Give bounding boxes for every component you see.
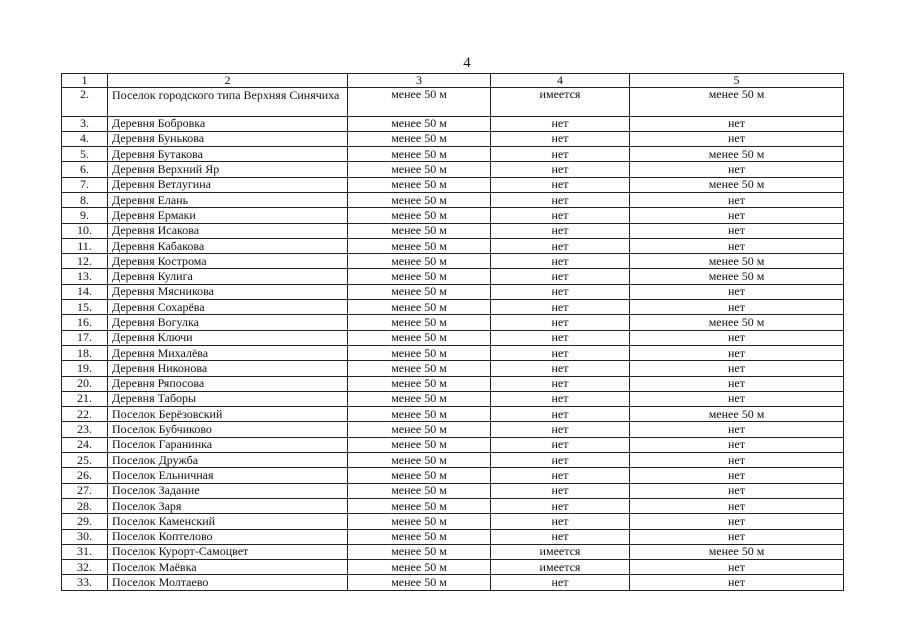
availability-value-cell: нет — [491, 300, 630, 315]
settlement-name-cell: Деревня Михалёва — [108, 345, 348, 360]
distance-value-cell: менее 50 м — [348, 361, 491, 376]
column-header-1: 1 — [62, 74, 108, 88]
table-row — [62, 87, 844, 116]
table-row — [62, 407, 844, 422]
settlement-name-cell: Деревня Ермаки — [108, 208, 348, 223]
availability-value-cell: нет — [491, 162, 630, 177]
secondary-distance-value-cell: менее 50 м — [630, 315, 844, 330]
settlement-name-cell: Деревня Никонова — [108, 361, 348, 376]
availability-value-cell: нет — [491, 483, 630, 498]
row-number-cell: 9. — [62, 208, 108, 223]
table-row — [62, 560, 844, 575]
distance-value-cell: менее 50 м — [348, 560, 491, 575]
availability-value-cell: имеется — [491, 87, 630, 116]
secondary-distance-value-cell: менее 50 м — [630, 407, 844, 422]
secondary-distance-value-cell: нет — [630, 361, 844, 376]
row-number-cell: 33. — [62, 575, 108, 590]
distance-value-cell: менее 50 м — [348, 254, 491, 269]
table-row — [62, 254, 844, 269]
table-row — [62, 330, 844, 345]
row-number-cell: 24. — [62, 437, 108, 452]
distance-value-cell: менее 50 м — [348, 269, 491, 284]
settlement-name-cell: Деревня Верхний Яр — [108, 162, 348, 177]
distance-value-cell: менее 50 м — [348, 407, 491, 422]
table-row — [62, 498, 844, 513]
distance-value-cell: менее 50 м — [348, 575, 491, 590]
settlement-name-cell: Поселок Берёзовский — [108, 407, 348, 422]
row-number-cell: 32. — [62, 560, 108, 575]
row-number-cell: 20. — [62, 376, 108, 391]
table-row — [62, 376, 844, 391]
availability-value-cell: нет — [491, 284, 630, 299]
availability-value-cell: нет — [491, 468, 630, 483]
availability-value-cell: нет — [491, 498, 630, 513]
table-row — [62, 238, 844, 253]
secondary-distance-value-cell: нет — [630, 131, 844, 146]
availability-value-cell: нет — [491, 345, 630, 360]
settlement-name-cell: Деревня Исакова — [108, 223, 348, 238]
row-number-cell: 3. — [62, 116, 108, 131]
availability-value-cell: нет — [491, 238, 630, 253]
settlement-name-cell: Поселок Задание — [108, 483, 348, 498]
page-number: 4 — [463, 55, 471, 71]
secondary-distance-value-cell: нет — [630, 468, 844, 483]
table-row — [62, 468, 844, 483]
row-number-cell: 29. — [62, 514, 108, 529]
settlement-name-cell: Деревня Ключи — [108, 330, 348, 345]
distance-value-cell: менее 50 м — [348, 300, 491, 315]
secondary-distance-value-cell: нет — [630, 422, 844, 437]
secondary-distance-value-cell: нет — [630, 483, 844, 498]
availability-value-cell: нет — [491, 177, 630, 192]
table-row — [62, 116, 844, 131]
secondary-distance-value-cell: нет — [630, 437, 844, 452]
table-row — [62, 315, 844, 330]
settlement-name-cell: Поселок Заря — [108, 498, 348, 513]
secondary-distance-value-cell: нет — [630, 330, 844, 345]
row-number-cell: 28. — [62, 498, 108, 513]
table-row — [62, 192, 844, 207]
secondary-distance-value-cell: нет — [630, 208, 844, 223]
table-row — [62, 223, 844, 238]
row-number-cell: 15. — [62, 300, 108, 315]
table-row — [62, 208, 844, 223]
settlement-name-cell: Поселок Коптелово — [108, 529, 348, 544]
table-header-row — [62, 74, 844, 88]
table-row — [62, 575, 844, 590]
availability-value-cell: нет — [491, 131, 630, 146]
availability-value-cell: нет — [491, 361, 630, 376]
availability-value-cell: нет — [491, 529, 630, 544]
row-number-cell: 17. — [62, 330, 108, 345]
availability-value-cell: нет — [491, 223, 630, 238]
secondary-distance-value-cell: нет — [630, 453, 844, 468]
table-row — [62, 162, 844, 177]
row-number-cell: 18. — [62, 345, 108, 360]
table-row — [62, 422, 844, 437]
distance-value-cell: менее 50 м — [348, 87, 491, 116]
distance-value-cell: менее 50 м — [348, 468, 491, 483]
secondary-distance-value-cell: нет — [630, 116, 844, 131]
availability-value-cell: нет — [491, 254, 630, 269]
availability-value-cell: нет — [491, 514, 630, 529]
distance-value-cell: менее 50 м — [348, 453, 491, 468]
row-number-cell: 8. — [62, 192, 108, 207]
secondary-distance-value-cell: менее 50 м — [630, 544, 844, 559]
distance-value-cell: менее 50 м — [348, 391, 491, 406]
secondary-distance-value-cell: нет — [630, 162, 844, 177]
table-row — [62, 391, 844, 406]
table-row — [62, 300, 844, 315]
row-number-cell: 13. — [62, 269, 108, 284]
row-number-cell: 4. — [62, 131, 108, 146]
table-row — [62, 131, 844, 146]
settlement-name-cell: Поселок Курорт-Самоцвет — [108, 544, 348, 559]
distance-value-cell: менее 50 м — [348, 376, 491, 391]
settlement-name-cell: Поселок Молтаево — [108, 575, 348, 590]
settlement-name-cell: Деревня Елань — [108, 192, 348, 207]
row-number-cell: 12. — [62, 254, 108, 269]
settlement-name-cell: Поселок Каменский — [108, 514, 348, 529]
secondary-distance-value-cell: менее 50 м — [630, 147, 844, 162]
secondary-distance-value-cell: менее 50 м — [630, 87, 844, 116]
settlement-name-cell: Деревня Кабакова — [108, 238, 348, 253]
row-number-cell: 25. — [62, 453, 108, 468]
settlement-name-cell: Поселок Ельничная — [108, 468, 348, 483]
distance-value-cell: менее 50 м — [348, 422, 491, 437]
secondary-distance-value-cell: нет — [630, 391, 844, 406]
secondary-distance-value-cell: нет — [630, 238, 844, 253]
secondary-distance-value-cell: нет — [630, 223, 844, 238]
row-number-cell: 16. — [62, 315, 108, 330]
secondary-distance-value-cell: нет — [630, 376, 844, 391]
distance-value-cell: менее 50 м — [348, 483, 491, 498]
row-number-cell: 21. — [62, 391, 108, 406]
distance-value-cell: менее 50 м — [348, 116, 491, 131]
row-number-cell: 19. — [62, 361, 108, 376]
row-number-cell: 30. — [62, 529, 108, 544]
settlement-name-cell: Деревня Ряпосова — [108, 376, 348, 391]
secondary-distance-value-cell: нет — [630, 300, 844, 315]
column-header-3: 3 — [348, 74, 491, 88]
row-number-cell: 5. — [62, 147, 108, 162]
distance-value-cell: менее 50 м — [348, 345, 491, 360]
table-row — [62, 345, 844, 360]
table-row — [62, 284, 844, 299]
availability-value-cell: нет — [491, 376, 630, 391]
row-number-cell: 10. — [62, 223, 108, 238]
secondary-distance-value-cell: нет — [630, 284, 844, 299]
secondary-distance-value-cell: нет — [630, 514, 844, 529]
secondary-distance-value-cell: нет — [630, 345, 844, 360]
row-number-cell: 6. — [62, 162, 108, 177]
availability-value-cell: имеется — [491, 560, 630, 575]
secondary-distance-value-cell: нет — [630, 529, 844, 544]
row-number-cell: 11. — [62, 238, 108, 253]
settlement-name-cell: Поселок Бубчиково — [108, 422, 348, 437]
secondary-distance-value-cell: менее 50 м — [630, 254, 844, 269]
secondary-distance-value-cell: нет — [630, 575, 844, 590]
table-row — [62, 437, 844, 452]
distance-value-cell: менее 50 м — [348, 208, 491, 223]
settlement-name-cell: Деревня Бутакова — [108, 147, 348, 162]
availability-value-cell: нет — [491, 269, 630, 284]
table-row — [62, 544, 844, 559]
distance-value-cell: менее 50 м — [348, 147, 491, 162]
table-row — [62, 483, 844, 498]
availability-value-cell: нет — [491, 437, 630, 452]
settlement-name-cell: Деревня Таборы — [108, 391, 348, 406]
distance-value-cell: менее 50 м — [348, 131, 491, 146]
distance-value-cell: менее 50 м — [348, 498, 491, 513]
distance-value-cell: менее 50 м — [348, 162, 491, 177]
row-number-cell: 27. — [62, 483, 108, 498]
settlement-name-cell: Деревня Мясникова — [108, 284, 348, 299]
distance-value-cell: менее 50 м — [348, 544, 491, 559]
settlement-name-cell: Деревня Вогулка — [108, 315, 348, 330]
settlement-name-cell: Деревня Сохарёва — [108, 300, 348, 315]
availability-value-cell: имеется — [491, 544, 630, 559]
column-header-4: 4 — [491, 74, 630, 88]
distance-value-cell: менее 50 м — [348, 192, 491, 207]
distance-value-cell: менее 50 м — [348, 238, 491, 253]
table-row — [62, 177, 844, 192]
distance-value-cell: менее 50 м — [348, 177, 491, 192]
availability-value-cell: нет — [491, 575, 630, 590]
table-row — [62, 453, 844, 468]
distance-value-cell: менее 50 м — [348, 514, 491, 529]
table-row — [62, 361, 844, 376]
availability-value-cell: нет — [491, 391, 630, 406]
row-number-cell: 26. — [62, 468, 108, 483]
availability-value-cell: нет — [491, 422, 630, 437]
availability-value-cell: нет — [491, 407, 630, 422]
distance-value-cell: менее 50 м — [348, 330, 491, 345]
table-body — [62, 87, 844, 590]
availability-value-cell: нет — [491, 330, 630, 345]
row-number-cell: 7. — [62, 177, 108, 192]
row-number-cell: 14. — [62, 284, 108, 299]
secondary-distance-value-cell: нет — [630, 560, 844, 575]
availability-value-cell: нет — [491, 147, 630, 162]
distance-value-cell: менее 50 м — [348, 284, 491, 299]
secondary-distance-value-cell: менее 50 м — [630, 177, 844, 192]
settlements-table — [61, 73, 844, 591]
settlement-name-cell: Деревня Бунькова — [108, 131, 348, 146]
table-row — [62, 529, 844, 544]
table-row — [62, 269, 844, 284]
row-number-cell: 31. — [62, 544, 108, 559]
settlement-name-cell: Поселок Маёвка — [108, 560, 348, 575]
settlement-name-cell: Деревня Ветлугина — [108, 177, 348, 192]
settlement-name-cell: Поселок городского типа Верхняя Синячиха — [108, 87, 348, 116]
column-header-2: 2 — [108, 74, 348, 88]
settlement-name-cell: Деревня Кострома — [108, 254, 348, 269]
column-header-5: 5 — [630, 74, 844, 88]
secondary-distance-value-cell: менее 50 м — [630, 269, 844, 284]
distance-value-cell: менее 50 м — [348, 529, 491, 544]
distance-value-cell: менее 50 м — [348, 315, 491, 330]
availability-value-cell: нет — [491, 453, 630, 468]
availability-value-cell: нет — [491, 192, 630, 207]
secondary-distance-value-cell: нет — [630, 192, 844, 207]
secondary-distance-value-cell: нет — [630, 498, 844, 513]
settlement-name-cell: Поселок Гаранинка — [108, 437, 348, 452]
distance-value-cell: менее 50 м — [348, 437, 491, 452]
availability-value-cell: нет — [491, 315, 630, 330]
row-number-cell: 2. — [62, 87, 108, 116]
availability-value-cell: нет — [491, 116, 630, 131]
row-number-cell: 23. — [62, 422, 108, 437]
settlement-name-cell: Поселок Дружба — [108, 453, 348, 468]
table-row — [62, 147, 844, 162]
row-number-cell: 22. — [62, 407, 108, 422]
settlement-name-cell: Деревня Кулига — [108, 269, 348, 284]
availability-value-cell: нет — [491, 208, 630, 223]
distance-value-cell: менее 50 м — [348, 223, 491, 238]
table-row — [62, 514, 844, 529]
settlement-name-cell: Деревня Бобровка — [108, 116, 348, 131]
